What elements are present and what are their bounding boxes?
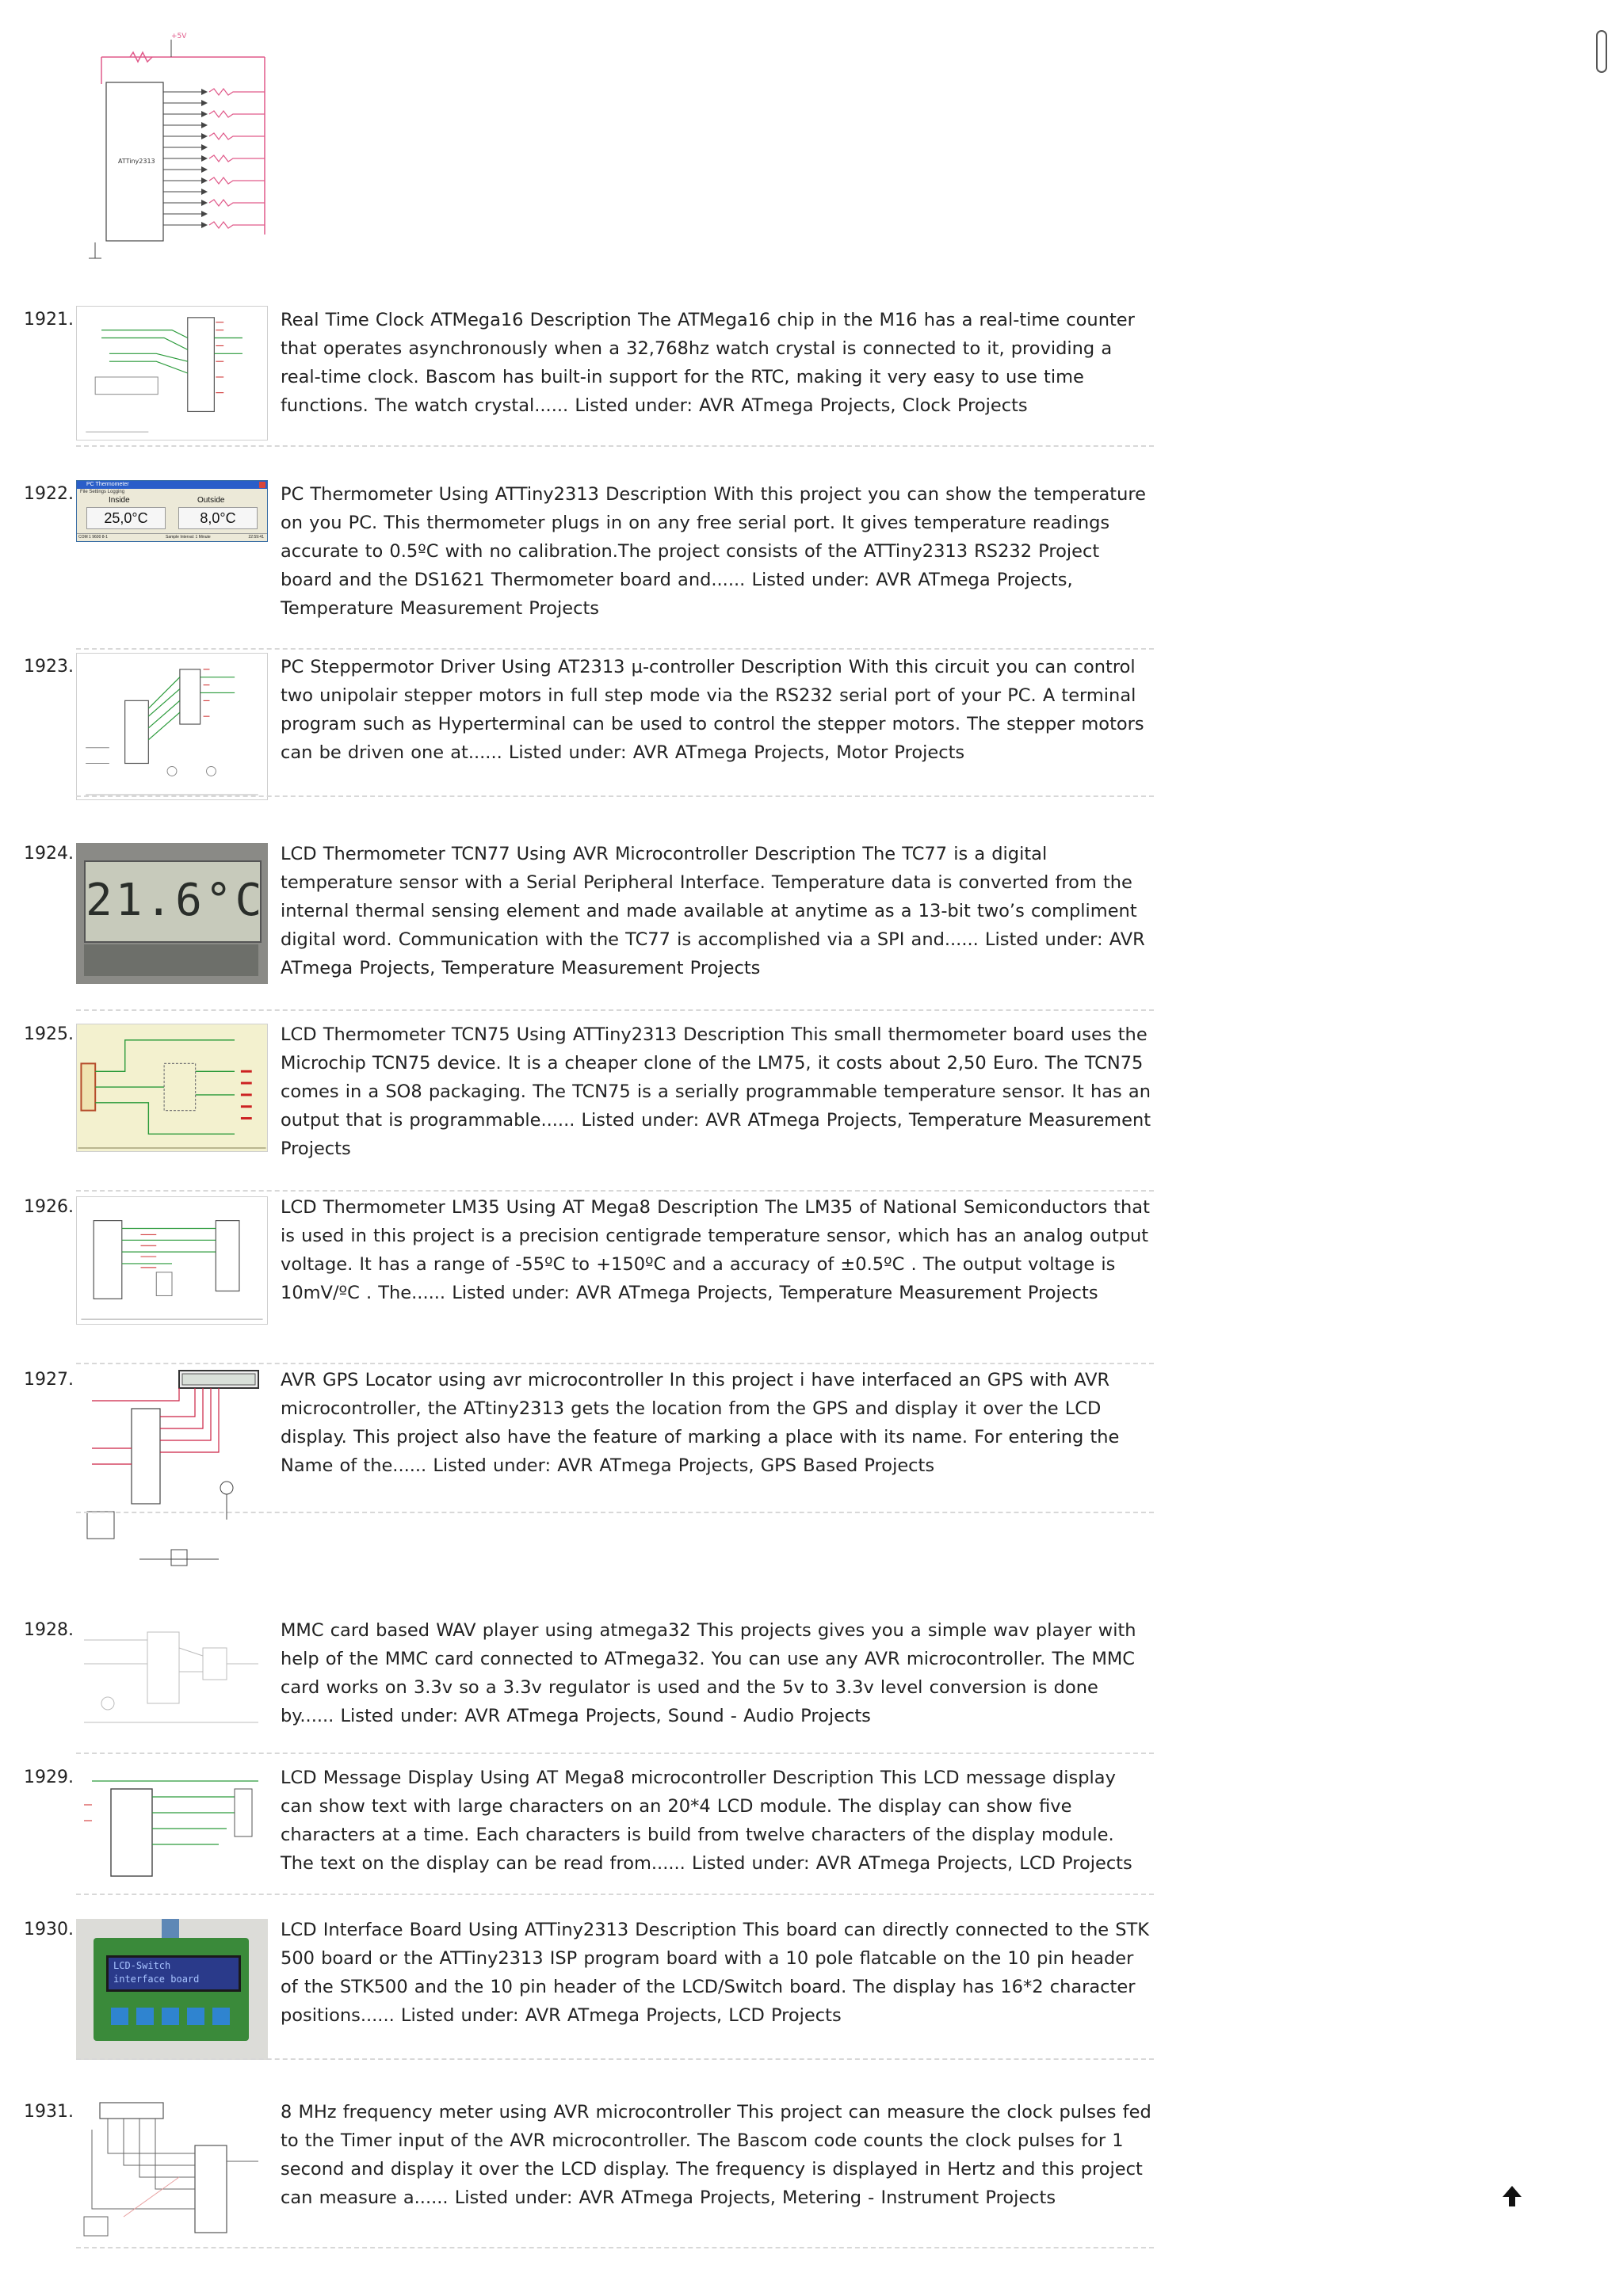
board-button xyxy=(187,2008,204,2025)
item-number: 1923. xyxy=(24,657,74,677)
stepper-schematic-image xyxy=(77,654,267,799)
item-number: 1929. xyxy=(24,1768,74,1787)
item-thumbnail[interactable] xyxy=(76,480,268,542)
separator xyxy=(76,2058,1154,2060)
outside-label: Outside xyxy=(197,496,225,505)
item-description[interactable]: LCD Message Display Using AT Mega8 microcontroller Description This LCD message display can show text with large characters on an 20*4 LCD module. The display can show five characters at a time. Each characters is build from twelve characters of the display module. The text on the display can be read from...... Listed under: AVR ATmega Projects, LCD Projects xyxy=(281,1768,1132,1874)
lcd-module xyxy=(84,860,265,943)
lcd-line-2: interface board xyxy=(113,1974,200,1985)
item-thumbnail[interactable] xyxy=(76,1024,268,1152)
rtc-schematic-image xyxy=(77,307,267,440)
item-thumbnail[interactable] xyxy=(76,843,268,984)
arrow-up-icon xyxy=(1501,2184,1523,2208)
item-number: 1921. xyxy=(24,310,74,330)
item-number: 1928. xyxy=(24,1620,74,1640)
item-description[interactable]: LCD Thermometer LM35 Using AT Mega8 Description The LM35 of National Semiconductors that is used in this project is a precision centigrade temperature sensor, which has an analog output voltage. It has a range of -55ºC to +150ºC and a accuracy of ±0.5ºC . The output voltage is 10mV/ºC . The...... Listed under: AVR ATmega Projects, Temperature Measurement Projects xyxy=(281,1197,1150,1303)
item-thumbnail[interactable] xyxy=(76,1196,268,1325)
lcd-module xyxy=(106,1955,241,1992)
tcn75-schematic-image xyxy=(77,1024,267,1151)
item-description[interactable]: LCD Thermometer TCN75 Using ATTiny2313 Description This small thermometer board uses the Microchip TCN75 device. It is a cheaper clone of the LM75, it costs about 2,50 Euro. The TCN75 comes in a SO8 packaging. The TCN75 is a serially programmable temperature sensor. It has an output that is programmable...... Listed under: AVR ATmega Projects, Temperature Measurement Projects xyxy=(281,1024,1151,1159)
board-button xyxy=(162,2008,179,2025)
item-thumbnail[interactable] xyxy=(76,653,268,800)
separator xyxy=(76,795,1154,797)
separator xyxy=(76,1009,1154,1011)
outside-value: 8,0°C xyxy=(178,507,258,529)
item-thumbnail[interactable] xyxy=(76,2098,268,2244)
item-description[interactable]: PC Thermometer Using ATTiny2313 Description With this project you can show the temperature on you PC. This thermometer plugs in on any free serial port. It gives temperature readings accurate to 0.5ºC with no calibration.The project consists of the ATTiny2313 RS232 Project board and the DS1621 Thermometer board and...... Listed under: AVR ATmega Projects, Temperature Measurement Projects xyxy=(281,484,1146,619)
lcd-reading: 21.6°C xyxy=(86,875,265,926)
separator xyxy=(76,445,1154,447)
separator xyxy=(76,1363,1154,1364)
window-titlebar: PC Thermometer xyxy=(77,481,267,489)
item-description[interactable]: Real Time Clock ATMega16 Description The ATMega16 chip in the M16 has a real-time counter that operates asynchronously when a 32,768hz watch crystal is connected to it, providing a real-time clock. Bascom has built-in support for the RTC, making it very easy to use time functions. The watch crystal...... Listed under: AVR ATmega Projects, Clock Projects xyxy=(281,310,1135,416)
item-thumbnail[interactable] xyxy=(76,1369,268,1578)
board-button xyxy=(111,2008,128,2025)
lcd-message-schematic-image xyxy=(76,1765,268,1881)
close-icon xyxy=(259,482,265,488)
back-to-top-button[interactable] xyxy=(1496,2180,1528,2212)
item-description[interactable]: MMC card based WAV player using atmega32 This projects gives you a simple wav player with help of the MMC card connected to ATmega32. You can use any AVR microcontroller. The MMC card works on 3.3v so a 3.3v regulator is used and the 5v to 3.3v level conversion is done by...... Listed under: AVR ATmega Projects, Sound - Audio Projects xyxy=(281,1620,1136,1726)
separator xyxy=(76,1190,1154,1192)
item-description[interactable]: LCD Thermometer TCN77 Using AVR Microcontroller Description The TC77 is a digital temperature sensor with a Serial Peripheral Interface. Temperature data is converted from the internal thermal sensing element and made available at anytime as a 13-bit two’s compliment digital word. Communication with the TC77 is accomplished via a SPI and...... Listed under: AVR ATmega Projects, Temperature Measurement Projects xyxy=(281,844,1145,978)
board-button xyxy=(212,2008,230,2025)
status-right: 22:59:41 xyxy=(248,535,264,540)
button-row xyxy=(111,2008,230,2025)
item-thumbnail[interactable] xyxy=(76,306,268,441)
window-menu: File Settings Logging xyxy=(80,490,125,494)
separator xyxy=(76,1894,1154,1895)
gps-schematic-image xyxy=(76,1369,268,1578)
item-description[interactable]: 8 MHz frequency meter using AVR microcontroller This project can measure the clock pulses fed to the Timer input of the AVR microcontroller. The Bascom code counts the clock pulses for 1 second and display it over the LCD display. The frequency is displayed in Hertz and this project can measure a...... Listed under: AVR ATmega Projects, Metering - Instrument Projects xyxy=(281,2102,1151,2208)
item-number: 1927. xyxy=(24,1370,74,1390)
separator xyxy=(76,1753,1154,1754)
lm35-schematic-image xyxy=(77,1197,267,1324)
previous-entry-thumbnail[interactable] xyxy=(82,29,273,266)
board-button xyxy=(136,2008,154,2025)
separator xyxy=(76,1512,1154,1513)
item-number: 1924. xyxy=(24,844,74,864)
inside-value: 25,0°C xyxy=(86,507,166,529)
ribbon-cable xyxy=(162,1919,179,1939)
item-number: 1922. xyxy=(24,484,74,504)
item-description[interactable]: PC Steppermotor Driver Using AT2313 µ-controller Description With this circuit you can control two unipolair stepper motors in full step mode via the RS232 serial port of your PC. A terminal program such as Hyperterminal can be used to control the stepper motors. The stepper motors can be driven one at...... Listed under: AVR ATmega Projects, Motor Projects xyxy=(281,657,1144,763)
scrollbar-thumb[interactable] xyxy=(1596,30,1607,73)
item-thumbnail[interactable] xyxy=(76,1765,268,1881)
item-thumbnail[interactable] xyxy=(76,1919,268,2060)
chip-label: ATTiny2313 xyxy=(118,158,155,165)
item-number: 1926. xyxy=(24,1197,74,1217)
item-number: 1931. xyxy=(24,2102,74,2122)
status-mid: Sample Interval: 1 Minute xyxy=(166,535,211,540)
item-number: 1925. xyxy=(24,1024,74,1044)
attiny2313-led-schematic xyxy=(82,29,273,266)
separator xyxy=(76,648,1154,650)
wav-player-schematic-image xyxy=(76,1616,268,1730)
item-description[interactable]: LCD Interface Board Using ATTiny2313 Description This board can directly connected to the STK 500 board or the ATTiny2313 ISP program board with a 10 pole flatcable on the 10 pin header of the STK500 and the 10 pin header of the LCD/Switch board. The display has 16*2 character positions...... Listed under: AVR ATmega Projects, LCD Projects xyxy=(281,1920,1150,2026)
inside-label: Inside xyxy=(109,496,130,505)
item-thumbnail[interactable] xyxy=(76,1616,268,1730)
status-left: COM 1 9600 8-1 xyxy=(78,535,108,540)
supply-label: +5V xyxy=(171,32,187,40)
separator xyxy=(76,2247,1154,2248)
lcd-line-1: LCD-Switch xyxy=(113,1960,171,1971)
item-description[interactable]: AVR GPS Locator using avr microcontroller In this project i have interfaced an GPS with AVR microcontroller, the ATtiny2313 gets the location from the GPS and display it over the LCD display. This project also have the feature of marking a place with its name. For entering the Name of the...... Listed under: AVR ATmega Projects, GPS Based Projects xyxy=(281,1370,1120,1476)
item-number: 1930. xyxy=(24,1920,74,1939)
pcb-board xyxy=(84,944,258,976)
frequency-meter-schematic-image xyxy=(76,2098,268,2244)
